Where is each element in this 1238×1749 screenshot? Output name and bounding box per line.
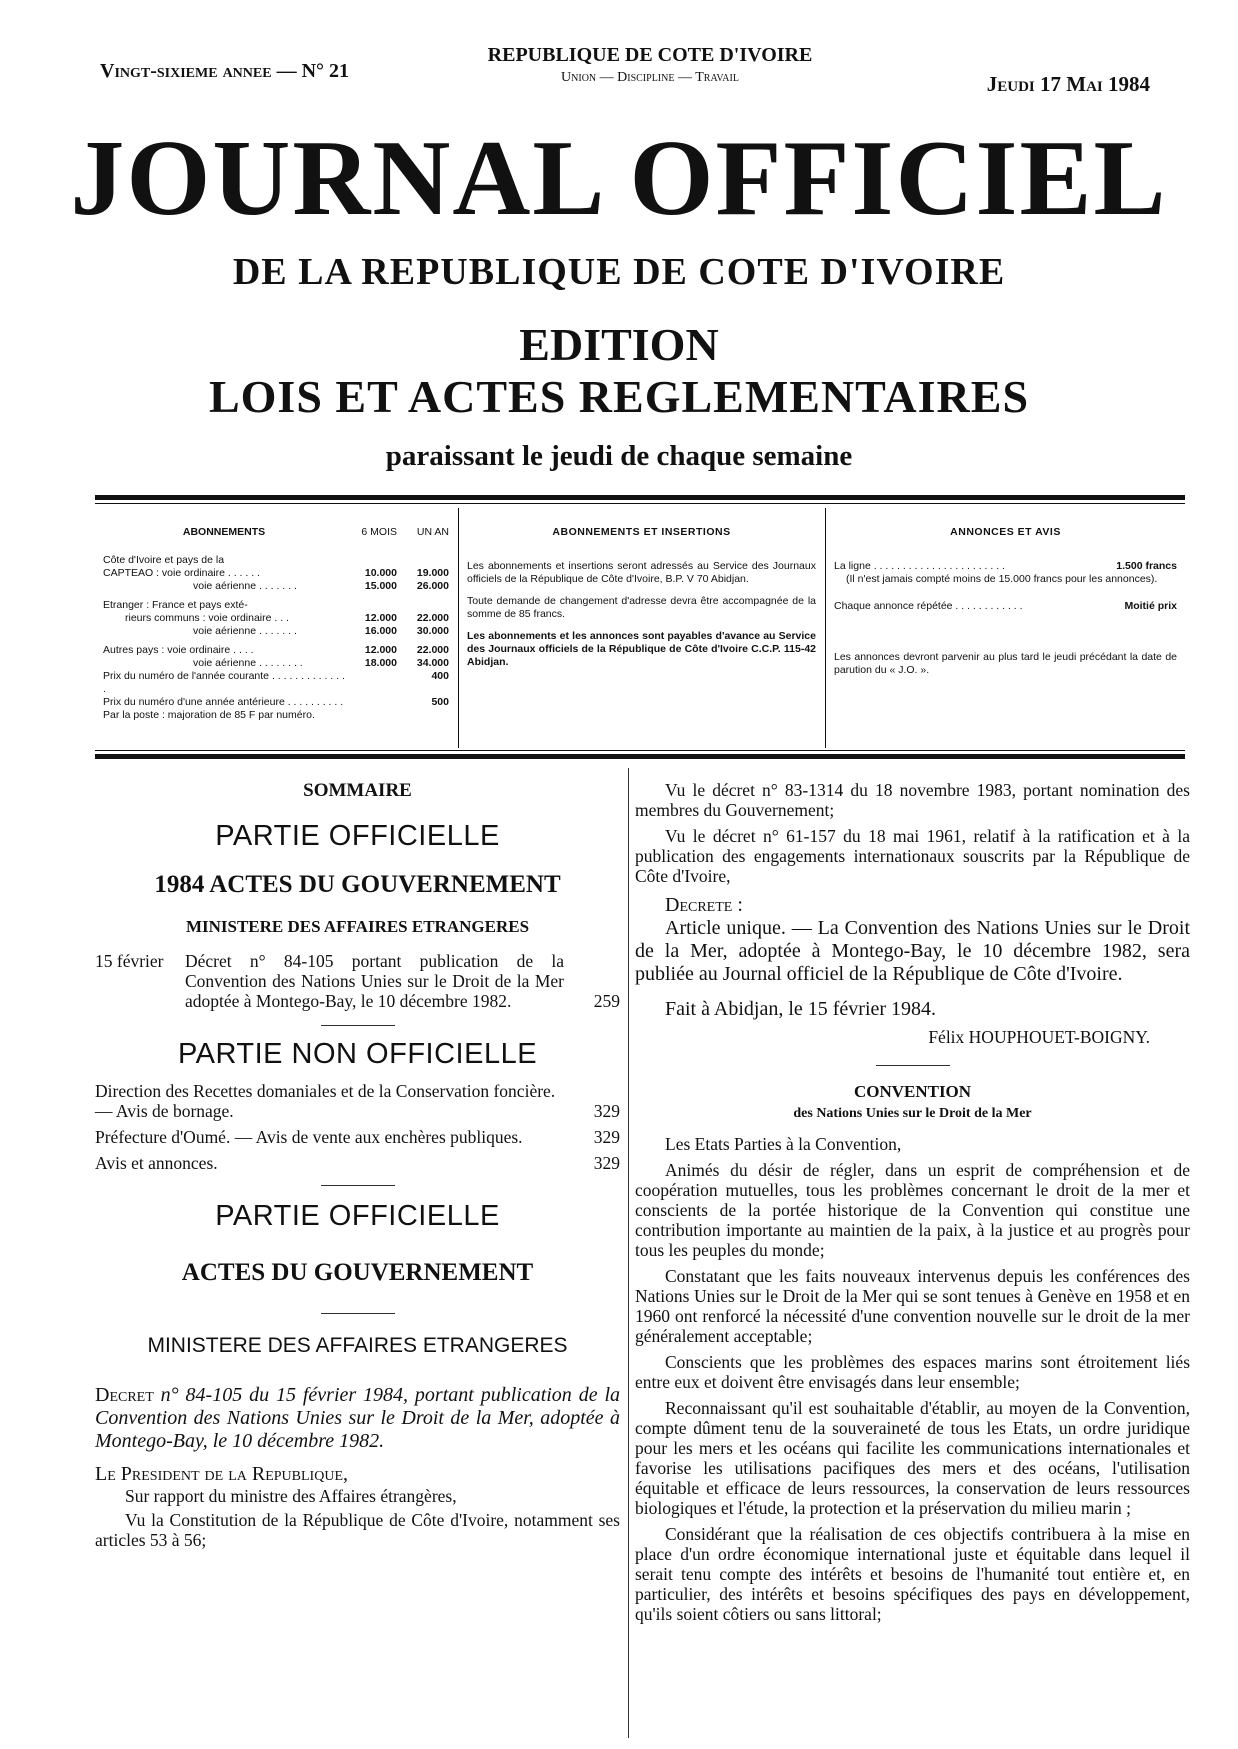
ligne-note: (Il n'est jamais compté moins de 15.000 francs pour les annonces). xyxy=(846,573,1158,585)
non-official-page: 329 xyxy=(593,1153,620,1173)
price-row xyxy=(103,554,449,567)
separator xyxy=(321,1185,395,1186)
price-table xyxy=(103,554,449,722)
price-1y: 500 xyxy=(431,696,449,708)
non-official-text: Préfecture d'Oumé. — Avis de vente aux enchères publiques. xyxy=(95,1127,523,1147)
price-label: Côte d'Ivoire et pays de la xyxy=(103,554,225,566)
price-label: voie aérienne . . . . . . . . xyxy=(193,657,303,669)
non-official-text: Direction des Recettes domaniales et de la Conservation foncière. — Avis de bornage. xyxy=(95,1081,556,1121)
toc-page: 259 xyxy=(593,991,620,1011)
price-6m: 16.000 xyxy=(364,625,397,637)
bottom-rule xyxy=(95,754,1185,759)
motto: Union — Discipline — Travail xyxy=(561,70,739,85)
insertions-payment: Les abonnements et les annonces sont payables d'avance au Service des Journaux officiels de la République de Côte d'Ivoire C.C.P. 115-42 Abidjan. xyxy=(467,630,816,668)
decret-prefix: Decret xyxy=(95,1384,154,1406)
insertions-heading: ABONNEMENTS ET INSERTIONS xyxy=(552,526,731,538)
ministere-heading: MINISTERE DES AFFAIRES ETRANGERES xyxy=(185,917,530,936)
preamble-paragraph: Considérant que la réalisation de ces objectifs contribuera à la mise en place d'un ordre économique international juste et équitable dans lequel il serait tenu compte des intérêts et besoins de l'humanité tout entière et, en particulier, des intérêts et besoins spécifiques des pays en développement, qu'ils soient côtiers ou sans littoral; xyxy=(635,1524,1190,1624)
non-official-item[interactable] xyxy=(95,1153,620,1173)
edition-name: LOIS ET ACTES REGLEMENTAIRES xyxy=(208,371,1030,422)
price-label: rieurs communs : voie ordinaire . . . xyxy=(125,612,289,624)
price-label: Prix du numéro de l'année courante . . . . . . . . . . . . . . xyxy=(103,670,345,695)
preamble-paragraph: Conscients que les problèmes des espaces marins sont étroitement liés entre eux et doivent être envisagés dans leur ensemble; xyxy=(635,1352,1190,1392)
price-row xyxy=(103,580,449,593)
price-1y: 22.000 xyxy=(416,644,449,656)
subscription-box xyxy=(95,508,1185,748)
top-rule-thin xyxy=(95,503,1185,504)
repeat-price: Moitié prix xyxy=(1124,600,1177,612)
non-official-text: Avis et annonces. xyxy=(95,1153,218,1173)
convention-preamble xyxy=(635,1160,1190,1624)
subscriptions-column xyxy=(95,508,457,748)
partie-officielle-heading: PARTIE OFFICIELLE xyxy=(215,820,500,852)
price-row xyxy=(103,670,449,696)
president: Le President de la Republique, xyxy=(95,1463,348,1485)
preamble-paragraph: Reconnaissant qu'il est souhaitable d'établir, au moyen de la Convention, compte dûment tenu de la souveraineté de tous les Etats, un ordre juridique pour les mers et les océans qui facilite les communications internationales et favorise les utilisations pacifiques des mers et des océans, l'utilisation équitable et efficace de leurs ressources, la conservation de leurs ressources biologiques et l'étude, la protection et la préservation du milieu marin ; xyxy=(635,1398,1190,1518)
partie-non-officielle-heading: PARTIE NON OFFICIELLE xyxy=(177,1038,538,1070)
price-6m xyxy=(345,554,397,567)
price-1y: 22.000 xyxy=(416,612,449,624)
price-6m: 15.000 xyxy=(364,580,397,592)
top-rule xyxy=(95,495,1185,500)
rapport: Sur rapport du ministre des Affaires étrangères, xyxy=(125,1486,457,1506)
price-row xyxy=(103,625,449,638)
insertions-column xyxy=(458,508,824,748)
separator xyxy=(321,1313,395,1314)
price-6m xyxy=(345,599,397,612)
price-label: Prix du numéro d'une année antérieure . . . . . . . . . . xyxy=(103,696,344,708)
journal-title: JOURNAL OFFICIEL xyxy=(70,119,1168,238)
price-row xyxy=(103,709,449,722)
price-label: Par la poste : majoration de 85 F par numéro. xyxy=(103,709,315,721)
price-6m: 12.000 xyxy=(364,644,397,656)
toc-date: 15 février xyxy=(95,951,164,971)
repeat-label: Chaque annonce répétée . . . . . . . . . . . . xyxy=(834,600,1023,612)
non-official-page: 329 xyxy=(593,1127,620,1147)
decrete: Decrete : xyxy=(665,894,743,916)
convention-heading: CONVENTION xyxy=(853,1082,972,1101)
fait-a: Fait à Abidjan, le 15 février 1984. xyxy=(665,998,937,1020)
edition-label: EDITION xyxy=(519,319,719,370)
ligne-price: 1.500 francs xyxy=(1116,560,1177,572)
non-official-item[interactable] xyxy=(95,1127,620,1147)
price-6m xyxy=(345,709,397,722)
vu-decret-2: Vu le décret n° 61-157 du 18 mai 1961, relatif à la ratification et à la publication des engagements internationaux souscrits par la République de Côte d'Ivoire, xyxy=(635,826,1190,886)
price-1y xyxy=(397,709,449,722)
price-6m xyxy=(345,696,397,709)
decret-text: n° 84-105 du 15 février 1984, portant publication de la Convention des Nations Unies sur le Droit de la Mer, adoptée à Montego-Bay, le 10 décembre 1982. xyxy=(95,1384,621,1452)
price-label: Etranger : France et pays exté- xyxy=(103,599,248,611)
publication-frequency: paraissant le jeudi de chaque semaine xyxy=(385,440,853,472)
non-official-page: 329 xyxy=(593,1101,620,1121)
price-1y: 19.000 xyxy=(416,567,449,579)
republic-header xyxy=(430,44,870,86)
signature: Félix HOUPHOUET-BOIGNY. xyxy=(928,1027,1150,1047)
price-1y xyxy=(397,599,449,612)
price-row xyxy=(103,657,449,670)
decret-title xyxy=(95,1384,620,1453)
subscriptions-header xyxy=(103,526,449,538)
toc-entry[interactable] xyxy=(95,951,620,1011)
col-1-year: UN AN xyxy=(416,526,449,538)
price-row xyxy=(103,599,449,612)
convention-subheading: des Nations Unies sur le Droit de la Mer xyxy=(793,1106,1032,1121)
price-6m xyxy=(345,670,397,696)
price-1y: 400 xyxy=(431,670,449,682)
right-column xyxy=(635,780,1190,1624)
journal-subtitle: DE LA REPUBLIQUE DE COTE D'IVOIRE xyxy=(232,251,1006,293)
sommaire-heading: SOMMAIRE xyxy=(303,780,412,801)
price-label: CAPTEAO : voie ordinaire . . . . . . xyxy=(103,567,260,579)
price-label: Autres pays : voie ordinaire . . . . xyxy=(103,644,254,656)
article-unique xyxy=(635,917,1190,986)
actes-1984-heading: 1984 ACTES DU GOUVERNEMENT xyxy=(154,871,561,898)
left-column xyxy=(95,780,620,1550)
annonces-column xyxy=(825,508,1185,748)
separator xyxy=(321,1025,395,1026)
price-6m: 12.000 xyxy=(364,612,397,624)
republic-name: REPUBLIQUE DE COTE D'IVOIRE xyxy=(487,44,813,66)
non-official-list xyxy=(95,1081,620,1173)
price-1y: 34.000 xyxy=(416,657,449,669)
subscriptions-heading: ABONNEMENTS xyxy=(182,526,266,538)
issue-number: Vingt-sixieme annee — N° 21 xyxy=(100,60,350,82)
annonces-deadline: Les annonces devront parvenir au plus tard le jeudi précédant la date de parution du « J.O. ». xyxy=(834,651,1177,676)
insertions-address: Les abonnements et insertions seront adressés au Service des Journaux officiels de la République de Côte d'Ivoire, B.P. V 70 Abidjan. xyxy=(467,560,816,585)
insertions-address-change: Toute demande de changement d'adresse devra être accompagnée de la somme de 85 francs. xyxy=(467,595,816,620)
toc-text: Décret n° 84-105 portant publication de la Convention des Nations Unies sur le Droit de la Mer adoptée à Montego-Bay, le 10 décembre 1982. xyxy=(185,951,564,1011)
price-label: voie aérienne . . . . . . . xyxy=(193,625,297,637)
non-official-item[interactable] xyxy=(95,1081,620,1121)
ligne-label: La ligne . . . . . . . . . . . . . . . . . . . . . . . xyxy=(834,560,1005,572)
price-6m: 10.000 xyxy=(364,567,397,579)
price-row xyxy=(103,567,449,580)
separator xyxy=(876,1065,950,1066)
actes-gouvernement-heading: ACTES DU GOUVERNEMENT xyxy=(181,1259,534,1286)
price-1y xyxy=(397,554,449,567)
price-row xyxy=(103,644,449,657)
annonces-heading: ANNONCES ET AVIS xyxy=(950,526,1061,538)
price-6m: 18.000 xyxy=(364,657,397,669)
bottom-rule-thin xyxy=(95,750,1185,751)
ligne-row xyxy=(834,560,1177,573)
price-1y: 30.000 xyxy=(416,625,449,637)
column-divider xyxy=(628,768,629,1738)
ministere-heading-2: MINISTERE DES AFFAIRES ETRANGERES xyxy=(147,1334,568,1357)
vu-decret-1: Vu le décret n° 83-1314 du 18 novembre 1983, portant nomination des membres du Gouvernement; xyxy=(635,780,1190,820)
issue-date: Jeudi 17 Mai 1984 xyxy=(986,72,1150,96)
price-row xyxy=(103,612,449,625)
preamble-paragraph: Constatant que les faits nouveaux intervenus depuis les conférences des Nations Unies sur le Droit de la Mer qui se sont tenues à Genève en 1958 et en 1960 ont renforcé la nécessité d'une convention nouvelle sur le droit de la mer généralement acceptable; xyxy=(635,1266,1190,1346)
price-row xyxy=(103,696,449,709)
col-6-months: 6 MOIS xyxy=(361,526,397,538)
article-text: Article unique. — La Convention des Nations Unies sur le Droit de la Mer, adoptée à Montego-Bay, le 10 décembre 1982, sera publiée au Journal officiel de la République de Côte d'Ivoire. xyxy=(635,917,1190,985)
partie-officielle-heading-2: PARTIE OFFICIELLE xyxy=(215,1200,500,1232)
repeat-row xyxy=(834,600,1177,613)
price-1y: 26.000 xyxy=(416,580,449,592)
constitution: Vu la Constitution de la République de Côte d'Ivoire, notamment ses articles 53 à 56; xyxy=(95,1510,620,1550)
price-label: voie aérienne . . . . . . . xyxy=(193,580,297,592)
preamble-paragraph: Animés du désir de régler, dans un esprit de compréhension et de coopération mutuelles, tous les problèmes concernant le droit de la mer et conscients de la portée historique de la Convention qui constitue une contribution importante au maintien de la paix, à la justice et au progrès pour tous les peuples du monde; xyxy=(635,1160,1190,1260)
etats-parties: Les Etats Parties à la Convention, xyxy=(665,1134,902,1154)
